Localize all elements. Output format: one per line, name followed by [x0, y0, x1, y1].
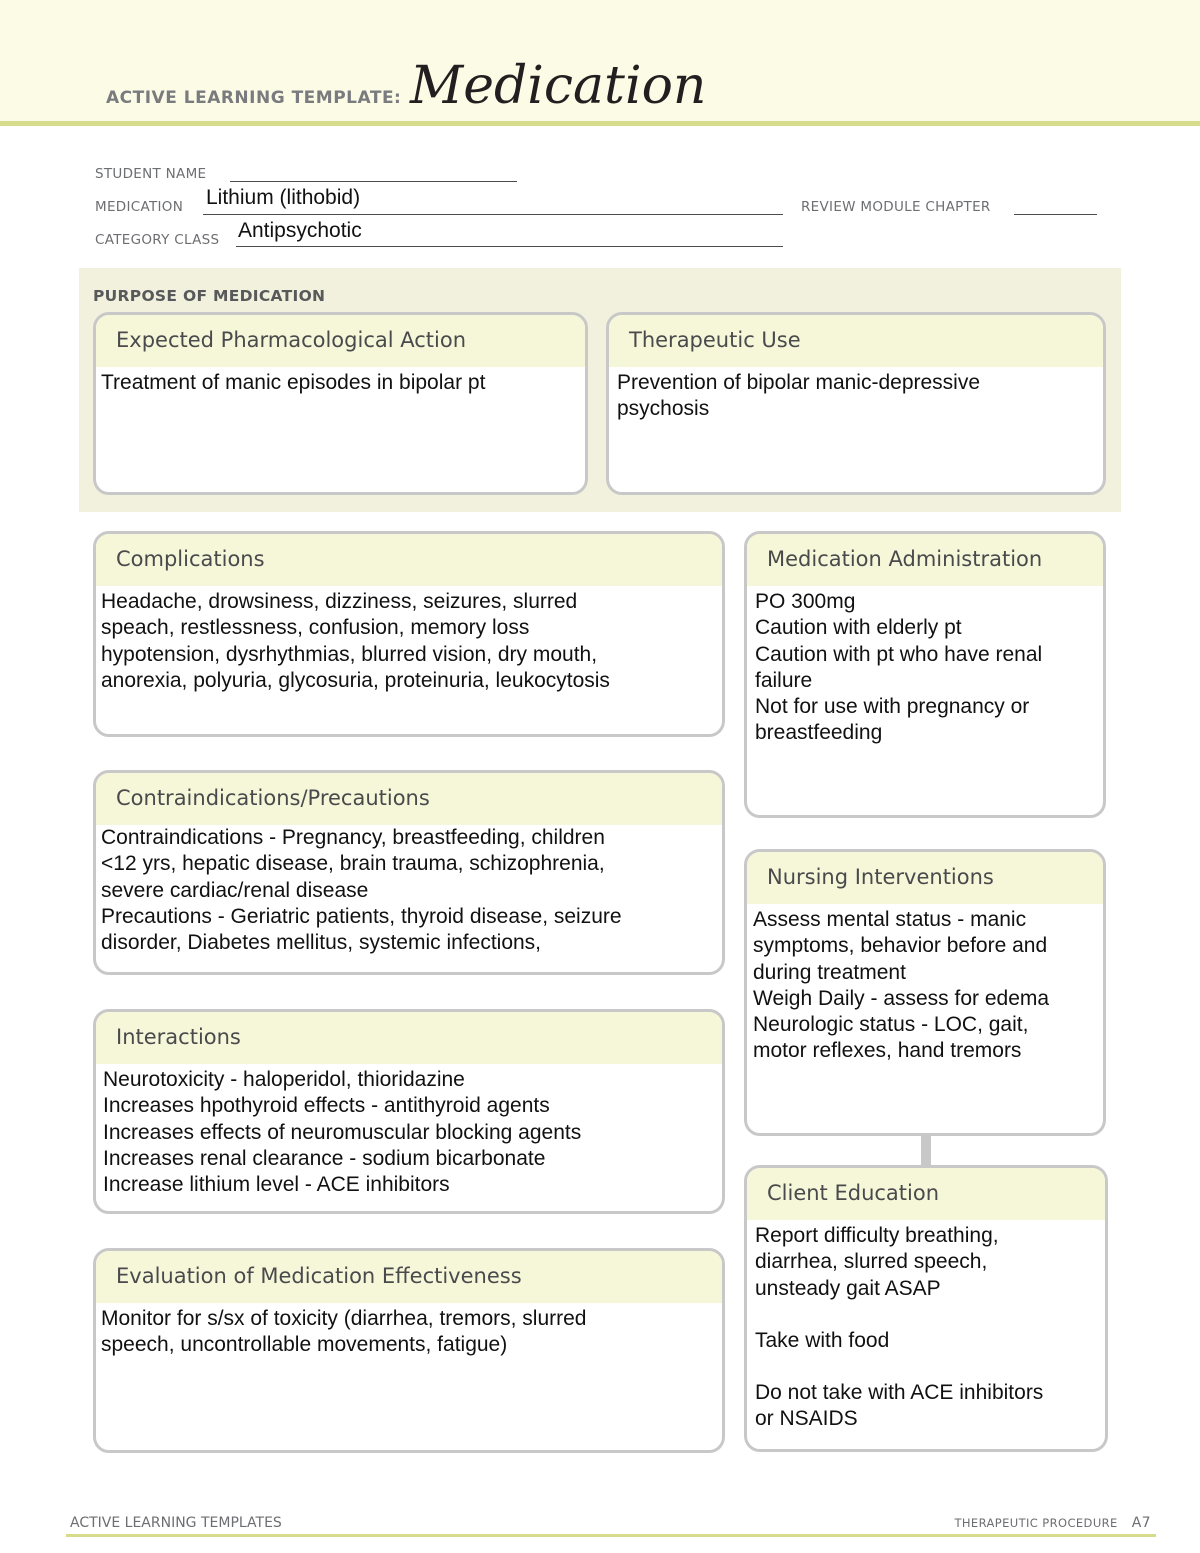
- text-line: Take with food: [755, 1328, 890, 1352]
- evaluation-box[interactable]: [93, 1248, 725, 1453]
- expected-action-text: [96, 367, 585, 396]
- text-line: failure: [755, 668, 813, 692]
- text-line: hypotension, dysrhythmias, blurred vision, dry mouth,: [101, 642, 598, 666]
- header-divider: [0, 121, 1200, 126]
- text-line: breastfeeding: [755, 721, 883, 745]
- medication-field[interactable]: Lithium (lithobid): [206, 186, 361, 209]
- expected-action-box[interactable]: [93, 312, 588, 495]
- text-line: Neurotoxicity - haloperidol, thioridazine: [103, 1068, 465, 1091]
- evaluation-heading: Evaluation of Medication Effectiveness: [96, 1251, 722, 1303]
- text-line: <12 yrs, hepatic disease, brain trauma, schizophrenia,: [101, 852, 605, 876]
- text-line: [755, 1302, 1105, 1328]
- text-line: speach, restlessness, confusion, memory loss: [101, 616, 530, 640]
- text-line: psychosis: [617, 397, 710, 421]
- template-label: ACTIVE LEARNING TEMPLATE:: [106, 88, 402, 108]
- text-line: Caution with pt who have renal: [755, 642, 1043, 666]
- footer-divider: [66, 1534, 1156, 1537]
- client-education-text: [747, 1220, 1105, 1433]
- medication-administration-text: [747, 586, 1103, 747]
- nursing-interventions-heading: Nursing Interventions: [747, 852, 1103, 904]
- text-line: Headache, drowsiness, dizziness, seizures, slurred: [101, 590, 578, 613]
- text-line: Neurologic status - LOC, gait,: [753, 1013, 1029, 1037]
- text-line: Increases renal clearance - sodium bicarbonate: [103, 1146, 546, 1170]
- text-line: Prevention of bipolar manic-depressive: [617, 371, 981, 394]
- therapeutic-use-box[interactable]: [606, 312, 1106, 495]
- text-line: or NSAIDS: [755, 1407, 858, 1431]
- text-line: Treatment of manic episodes in bipolar pt: [101, 371, 486, 394]
- complications-box[interactable]: [93, 531, 725, 737]
- text-line: Not for use with pregnancy or: [755, 695, 1030, 719]
- purpose-section-title: PURPOSE OF MEDICATION: [93, 287, 326, 305]
- interactions-text: [96, 1064, 722, 1198]
- text-line: unsteady gait ASAP: [755, 1276, 941, 1300]
- review-module-line: [1014, 214, 1097, 215]
- footer-procedure-label: THERAPEUTIC PROCEDURE: [954, 1516, 1118, 1530]
- nursing-interventions-box[interactable]: [744, 849, 1106, 1136]
- complications-text: [96, 586, 722, 694]
- interactions-box[interactable]: [93, 1009, 725, 1214]
- text-line: anorexia, polyuria, glycosuria, proteinuria, leukocytosis: [101, 668, 610, 692]
- student-name-label: STUDENT NAME: [95, 166, 207, 182]
- text-line: symptoms, behavior before and: [753, 934, 1048, 958]
- category-class-field[interactable]: Antipsychotic: [238, 219, 362, 242]
- complications-heading: Complications: [96, 534, 722, 586]
- therapeutic-use-text: [609, 367, 1103, 423]
- medication-label: MEDICATION: [95, 199, 184, 215]
- text-line: [755, 1354, 1105, 1380]
- page-title: Medication: [410, 56, 707, 116]
- text-line: severe cardiac/renal disease: [101, 878, 369, 902]
- footer-right: [954, 1515, 1151, 1531]
- text-line: Weigh Daily - assess for edema: [753, 986, 1050, 1010]
- text-line: diarrhea, slurred speech,: [755, 1250, 988, 1274]
- text-line: Increases effects of neuromuscular blocking agents: [103, 1120, 582, 1144]
- medication-administration-box[interactable]: [744, 531, 1106, 818]
- medication-administration-heading: Medication Administration: [747, 534, 1103, 586]
- box-connector: [921, 1134, 931, 1168]
- review-module-label: REVIEW MODULE CHAPTER: [801, 199, 991, 215]
- text-line: motor reflexes, hand tremors: [753, 1039, 1022, 1063]
- text-line: Report difficulty breathing,: [755, 1224, 999, 1247]
- evaluation-text: [96, 1303, 722, 1359]
- contraindications-box[interactable]: [93, 770, 725, 975]
- expected-action-heading: Expected Pharmacological Action: [96, 315, 585, 367]
- client-education-heading: Client Education: [747, 1168, 1105, 1220]
- student-name-line: [230, 181, 517, 182]
- nursing-interventions-text: [747, 904, 1103, 1065]
- text-line: during treatment: [753, 960, 906, 984]
- text-line: Increases hpothyroid effects - antithyroid agents: [103, 1094, 550, 1118]
- text-line: Do not take with ACE inhibitors: [755, 1381, 1044, 1405]
- text-line: Assess mental status - manic: [753, 908, 1027, 931]
- category-class-line: [236, 246, 783, 247]
- category-class-label: CATEGORY CLASS: [95, 232, 220, 248]
- text-line: Monitor for s/sx of toxicity (diarrhea, tremors, slurred: [101, 1307, 587, 1330]
- footer-left-label: ACTIVE LEARNING TEMPLATES: [70, 1515, 282, 1531]
- text-line: disorder, Diabetes mellitus, systemic infections,: [101, 931, 542, 955]
- page-number: A7: [1131, 1515, 1151, 1531]
- text-line: PO 300mg: [755, 590, 856, 613]
- contraindications-heading: Contraindications/Precautions: [96, 773, 722, 825]
- text-line: Precautions - Geriatric patients, thyroid disease, seizure: [101, 904, 622, 928]
- text-line: Contraindications - Pregnancy, breastfeeding, children: [101, 826, 605, 849]
- contraindications-text: [96, 825, 722, 956]
- text-line: Caution with elderly pt: [755, 616, 962, 640]
- client-education-box[interactable]: [744, 1165, 1108, 1452]
- text-line: Increase lithium level - ACE inhibitors: [103, 1173, 450, 1197]
- medication-line: [203, 214, 783, 215]
- interactions-heading: Interactions: [96, 1012, 722, 1064]
- therapeutic-use-heading: Therapeutic Use: [609, 315, 1103, 367]
- text-line: speech, uncontrollable movements, fatigue): [101, 1333, 508, 1357]
